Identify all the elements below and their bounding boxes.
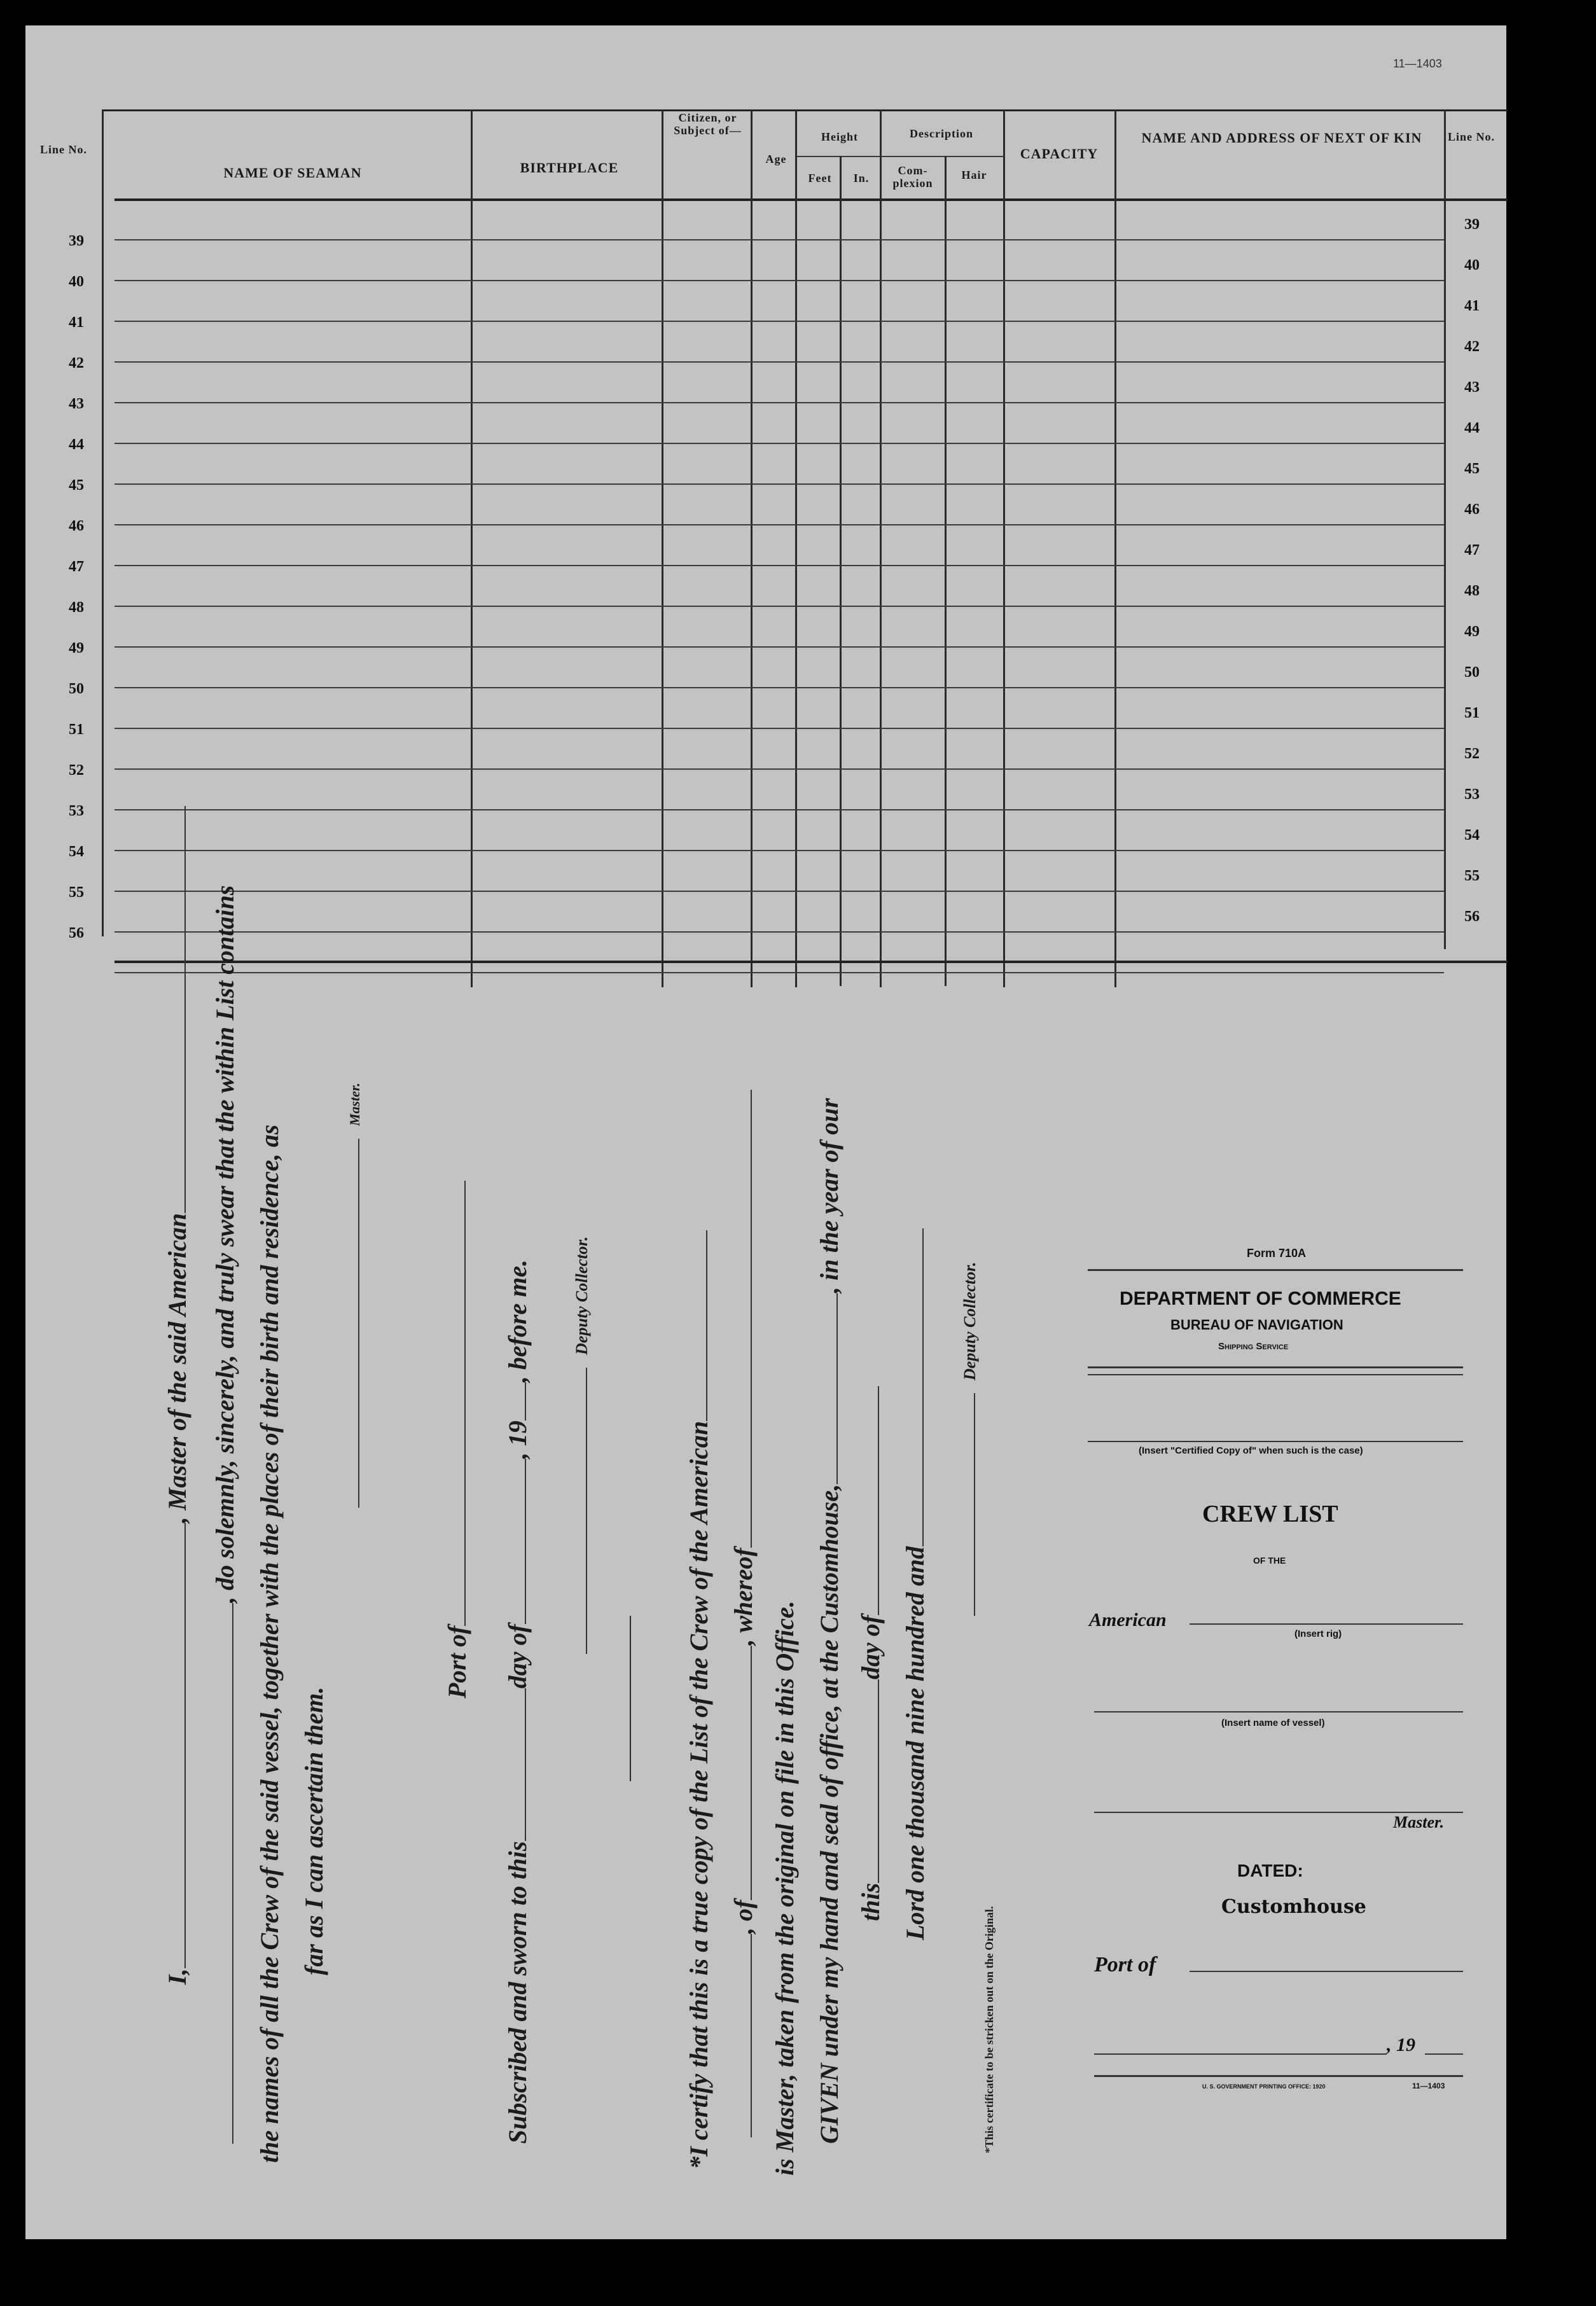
cover-port-of: Port of — [1094, 1953, 1156, 1976]
header-capacity: CAPACITY — [1020, 146, 1099, 162]
deputy-collector-1: Deputy Collector. — [572, 1237, 592, 1654]
cover-customhouse: Customhouse — [1221, 1896, 1366, 1918]
cover-form-number: Form 710A — [1247, 1247, 1307, 1260]
row-rule — [114, 891, 1444, 892]
row-rule — [114, 646, 1444, 648]
header-citizen: Citizen, or Subject of— — [674, 111, 742, 137]
cover-bottom-rule — [1094, 2075, 1463, 2077]
row-rule — [114, 850, 1444, 851]
cover-insert-certified: (Insert "Certified Copy of" when such is the case) — [1139, 1445, 1363, 1456]
cover-department: DEPARTMENT OF COMMERCE — [1120, 1288, 1401, 1309]
row-rule — [114, 280, 1444, 281]
table-bottom-rule — [114, 961, 1508, 963]
line-number-left: 45 — [69, 477, 84, 494]
col-rule-1 — [102, 109, 104, 936]
col-rule-2 — [471, 109, 473, 987]
line-number-left: 44 — [69, 436, 84, 453]
certificate-line-6: Lord one thousand nine hundred and — [900, 1228, 930, 1940]
header-bottom-rule — [114, 198, 1508, 201]
header-age: Age — [765, 153, 787, 165]
header-next-of-kin: NAME AND ADDRESS OF NEXT OF KIN — [1141, 130, 1422, 146]
certificate-footnote: *This certificate to be stricken out on the Original. — [983, 1906, 996, 2153]
line-number-right: 56 — [1464, 908, 1480, 925]
cover-insert-vessel: (Insert name of vessel) — [1221, 1718, 1325, 1728]
header-line-no-left: Line No. — [39, 143, 87, 156]
cover-title: CREW LIST — [1202, 1501, 1338, 1527]
line-number-right: 52 — [1464, 746, 1480, 762]
col-rule-5 — [795, 109, 797, 987]
subscribed-line: Subscribed and sworn to thisday of, 19, before me. — [503, 1259, 532, 2144]
certificate-line-3: is Master, taken from the original on file in this Office. — [770, 1601, 799, 2176]
line-number-right: 40 — [1464, 257, 1480, 274]
line-number-left: 41 — [69, 314, 84, 331]
deputy-collector-2: Deputy Collector. — [961, 1262, 980, 1616]
row-rule — [114, 524, 1444, 525]
line-number-right: 48 — [1464, 583, 1480, 599]
line-number-right: 42 — [1464, 338, 1480, 355]
header-feet: Feet — [808, 172, 832, 184]
certificate-line-2: , of, whereof — [728, 1090, 758, 2137]
row-rule — [114, 239, 1444, 240]
col-rule-9 — [1003, 109, 1005, 987]
certificate-line-4: GIVEN under my hand and seal of office, at the Customhouse,, in the year of our — [815, 1098, 843, 2144]
cover-rule-1 — [1088, 1269, 1463, 1271]
line-number-right: 53 — [1464, 786, 1480, 803]
row-rule — [114, 361, 1444, 363]
cover-master: Master. — [1393, 1813, 1445, 1831]
line-number-left: 51 — [69, 721, 84, 738]
col-rule-4 — [751, 109, 753, 987]
year-line — [1425, 2053, 1463, 2055]
header-inches: In. — [853, 172, 870, 184]
oath-line-2: , do solemnly, sincerely, and truly swear that the within List contains — [210, 886, 240, 2144]
line-number-right: 47 — [1464, 542, 1480, 559]
date-line — [1094, 2053, 1387, 2055]
line-number-right: 49 — [1464, 623, 1480, 640]
line-number-right: 54 — [1464, 827, 1480, 844]
cover-printing: U. S. GOVERNMENT PRINTING OFFICE: 1920 — [1202, 2083, 1326, 2090]
line-number-left: 53 — [69, 803, 84, 819]
header-height: Height — [821, 130, 858, 143]
line-number-left: 50 — [69, 681, 84, 697]
row-rule — [114, 931, 1444, 933]
header-description: Description — [910, 127, 973, 140]
certificate-line-5: thisday of — [856, 1386, 885, 1921]
line-number-left: 49 — [69, 640, 84, 656]
line-number-left: 46 — [69, 518, 84, 534]
header-top-rule — [102, 109, 1508, 111]
row-rule — [114, 483, 1444, 485]
master-signature-label: Master. — [347, 1083, 363, 1508]
header-hair: Hair — [961, 169, 987, 181]
cover-of-the: OF THE — [1253, 1555, 1286, 1566]
cover-service: Shipping Service — [1218, 1341, 1289, 1352]
line-number-left: 48 — [69, 599, 84, 616]
col-rule-10 — [1114, 109, 1116, 987]
oath-line-1: I,, Master of the said American — [162, 806, 192, 1985]
line-number-left: 47 — [69, 559, 84, 575]
row-rule — [114, 606, 1444, 607]
line-number-left: 52 — [69, 762, 84, 779]
row-rule — [114, 809, 1444, 810]
cover-year: , 19 — [1387, 2034, 1415, 2055]
row-rule — [114, 402, 1444, 403]
line-number-left: 42 — [69, 355, 84, 372]
seal-line — [630, 1616, 631, 1781]
rig-line — [1190, 1623, 1463, 1625]
row-rule — [114, 728, 1444, 729]
line-number-left: 54 — [69, 844, 84, 860]
row-rule — [114, 768, 1444, 770]
cover-american: American — [1089, 1609, 1167, 1630]
header-name-of-seaman: NAME OF SEAMAN — [223, 165, 362, 181]
col-rule-3 — [662, 109, 663, 987]
row-rule — [114, 443, 1444, 444]
oath-line-3: the names of all the Crew of the said vessel, together with the places of their birth and residence, as — [255, 1124, 284, 2163]
certificate-line-1: *I certify that this is a true copy of the List of the Crew of the American — [684, 1230, 714, 2169]
line-number-left: 39 — [69, 233, 84, 249]
line-number-right: 51 — [1464, 705, 1480, 721]
cover-dated: DATED: — [1237, 1861, 1303, 1880]
form-number-top: 11—1403 — [1393, 57, 1442, 70]
cover-rule-2 — [1088, 1366, 1463, 1368]
line-number-left: 55 — [69, 884, 84, 901]
col-rule-11 — [1444, 109, 1446, 949]
height-desc-rule — [795, 156, 1005, 157]
line-number-right: 55 — [1464, 868, 1480, 884]
row-rule — [114, 687, 1444, 688]
cover-bureau: BUREAU OF NAVIGATION — [1170, 1317, 1343, 1333]
header-complexion: Com-plexion — [892, 164, 933, 190]
cover-insert-rig: (Insert rig) — [1294, 1629, 1342, 1639]
line-number-left: 43 — [69, 396, 84, 412]
cover-rule-3 — [1088, 1374, 1463, 1375]
vessel-line — [1094, 1711, 1463, 1712]
header-birthplace: BIRTHPLACE — [520, 160, 619, 176]
line-number-right: 44 — [1464, 420, 1480, 436]
line-number-right: 43 — [1464, 379, 1480, 396]
line-number-right: 50 — [1464, 664, 1480, 681]
col-rule-7 — [880, 109, 882, 987]
row-rule — [114, 321, 1444, 322]
line-number-left: 40 — [69, 274, 84, 290]
line-number-left: 56 — [69, 925, 84, 941]
line-number-right: 39 — [1464, 216, 1480, 233]
line-number-right: 45 — [1464, 461, 1480, 477]
oath-line-4: far as I can ascertain them. — [300, 1686, 328, 1975]
row-rule — [114, 972, 1444, 973]
line-number-right: 41 — [1464, 298, 1480, 314]
cover-form-num: 11—1403 — [1412, 2081, 1445, 2090]
port-line — [1190, 1971, 1463, 1972]
line-number-right: 46 — [1464, 501, 1480, 518]
row-rule — [114, 565, 1444, 566]
crew-list-page — [25, 25, 1506, 2239]
port-of-line: Port of — [442, 1181, 472, 1698]
certified-copy-line — [1088, 1441, 1463, 1442]
header-line-no-right: Line No. — [1447, 130, 1495, 143]
